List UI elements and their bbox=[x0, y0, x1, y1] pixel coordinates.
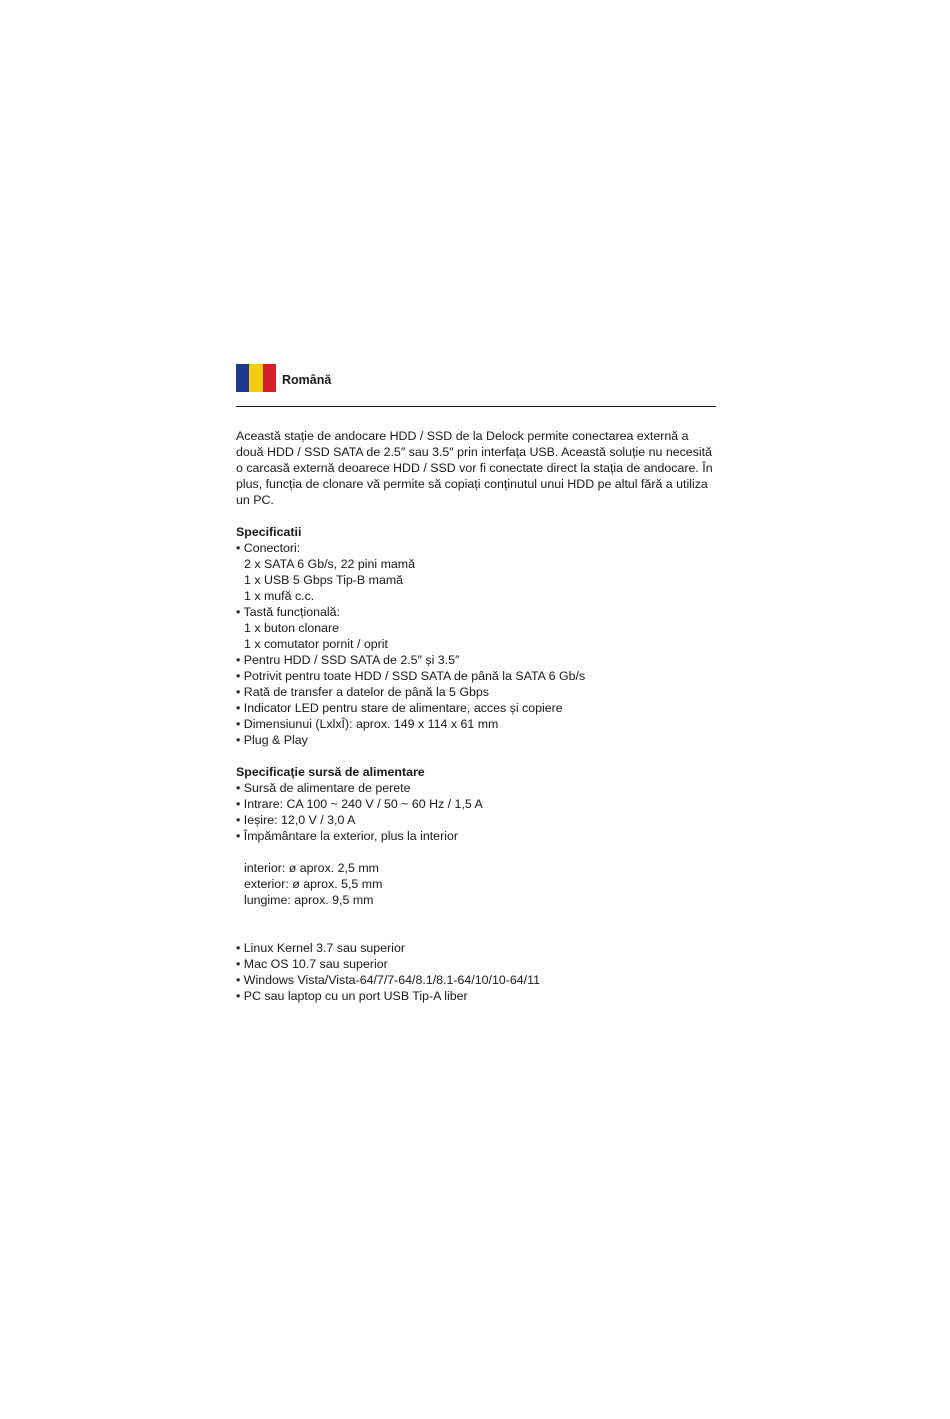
spec-line: 1 x buton clonare bbox=[244, 621, 340, 635]
requirements-list bbox=[236, 940, 716, 1004]
power-line: • Împământare la exterior, plus la interior bbox=[236, 829, 458, 843]
spec-line: 1 x comutator pornit / oprit bbox=[244, 637, 388, 651]
language-title: Română bbox=[282, 372, 332, 387]
requirement-line: • Windows Vista/Vista-64/7/7-64/8.1/8.1-64/10/10-64/11 bbox=[236, 973, 540, 987]
requirement-line: • PC sau laptop cu un port USB Tip-A liber bbox=[236, 989, 468, 1003]
spec-line: • Plug & Play bbox=[236, 733, 308, 747]
power-title: Specificaţie sursă de alimentare bbox=[236, 765, 425, 779]
power-line: • Ieșire: 12,0 V / 3,0 A bbox=[236, 813, 356, 827]
spec-line: 1 x mufă c.c. bbox=[244, 589, 315, 603]
requirement-line: • Mac OS 10.7 sau superior bbox=[236, 957, 388, 971]
document-page bbox=[236, 364, 716, 1004]
spec-line: 1 x USB 5 Gbps Tip-B mamă bbox=[244, 573, 404, 587]
spec-line: • Conectori: bbox=[236, 541, 301, 555]
power-line: • Sursă de alimentare de perete bbox=[236, 781, 411, 795]
spec-line: • Indicator LED pentru stare de alimentare, acces și copiere bbox=[236, 701, 563, 715]
intro-paragraph: Această stație de andocare HDD / SSD de la Delock permite conectarea externă a două HDD / SSD SATA de 2.5″ sau 3.5″ prin interfața USB. Această soluție nu necesită o carcasă externă deoarece HDD / SSD vor fi conectate direct la stația de andocare. În plus, funcția de clonare vă permite să copiați conținutul unui HDD pe altul fără a utiliza un PC. bbox=[236, 429, 713, 507]
dimension-line: lungime: aprox. 9,5 mm bbox=[244, 893, 374, 907]
dimension-line: interior: ø aprox. 2,5 mm bbox=[244, 861, 379, 875]
spec-line: • Rată de transfer a datelor de până la 5 Gbps bbox=[236, 685, 489, 699]
power-line: • Intrare: CA 100 ~ 240 V / 50 ~ 60 Hz / 1,5 A bbox=[236, 797, 483, 811]
flag-stripe-red bbox=[263, 364, 276, 392]
header-divider bbox=[236, 406, 716, 407]
flag-stripe-yellow bbox=[249, 364, 262, 392]
power-dimensions bbox=[236, 860, 716, 908]
power-section bbox=[236, 764, 716, 908]
requirement-line: • Linux Kernel 3.7 sau superior bbox=[236, 941, 405, 955]
specs-title: Specificatii bbox=[236, 525, 302, 539]
spec-line: • Pentru HDD / SSD SATA de 2.5″ și 3.5″ bbox=[236, 653, 460, 667]
specs-section bbox=[236, 524, 716, 748]
romania-flag-icon bbox=[236, 364, 276, 392]
flag-stripe-blue bbox=[236, 364, 249, 392]
spec-line: • Potrivit pentru toate HDD / SSD SATA de până la SATA 6 Gb/s bbox=[236, 669, 586, 683]
power-list bbox=[236, 780, 716, 844]
dimension-line: exterior: ø aprox. 5,5 mm bbox=[244, 877, 383, 891]
spec-line: 2 x SATA 6 Gb/s, 22 pini mamă bbox=[244, 557, 416, 571]
spec-line: • Dimensiunui (LxlxÎ): aprox. 149 x 114 x 61 mm bbox=[236, 717, 499, 731]
language-header bbox=[236, 364, 716, 392]
spec-line: • Tastă funcțională: bbox=[236, 605, 340, 619]
specs-list bbox=[236, 540, 716, 748]
